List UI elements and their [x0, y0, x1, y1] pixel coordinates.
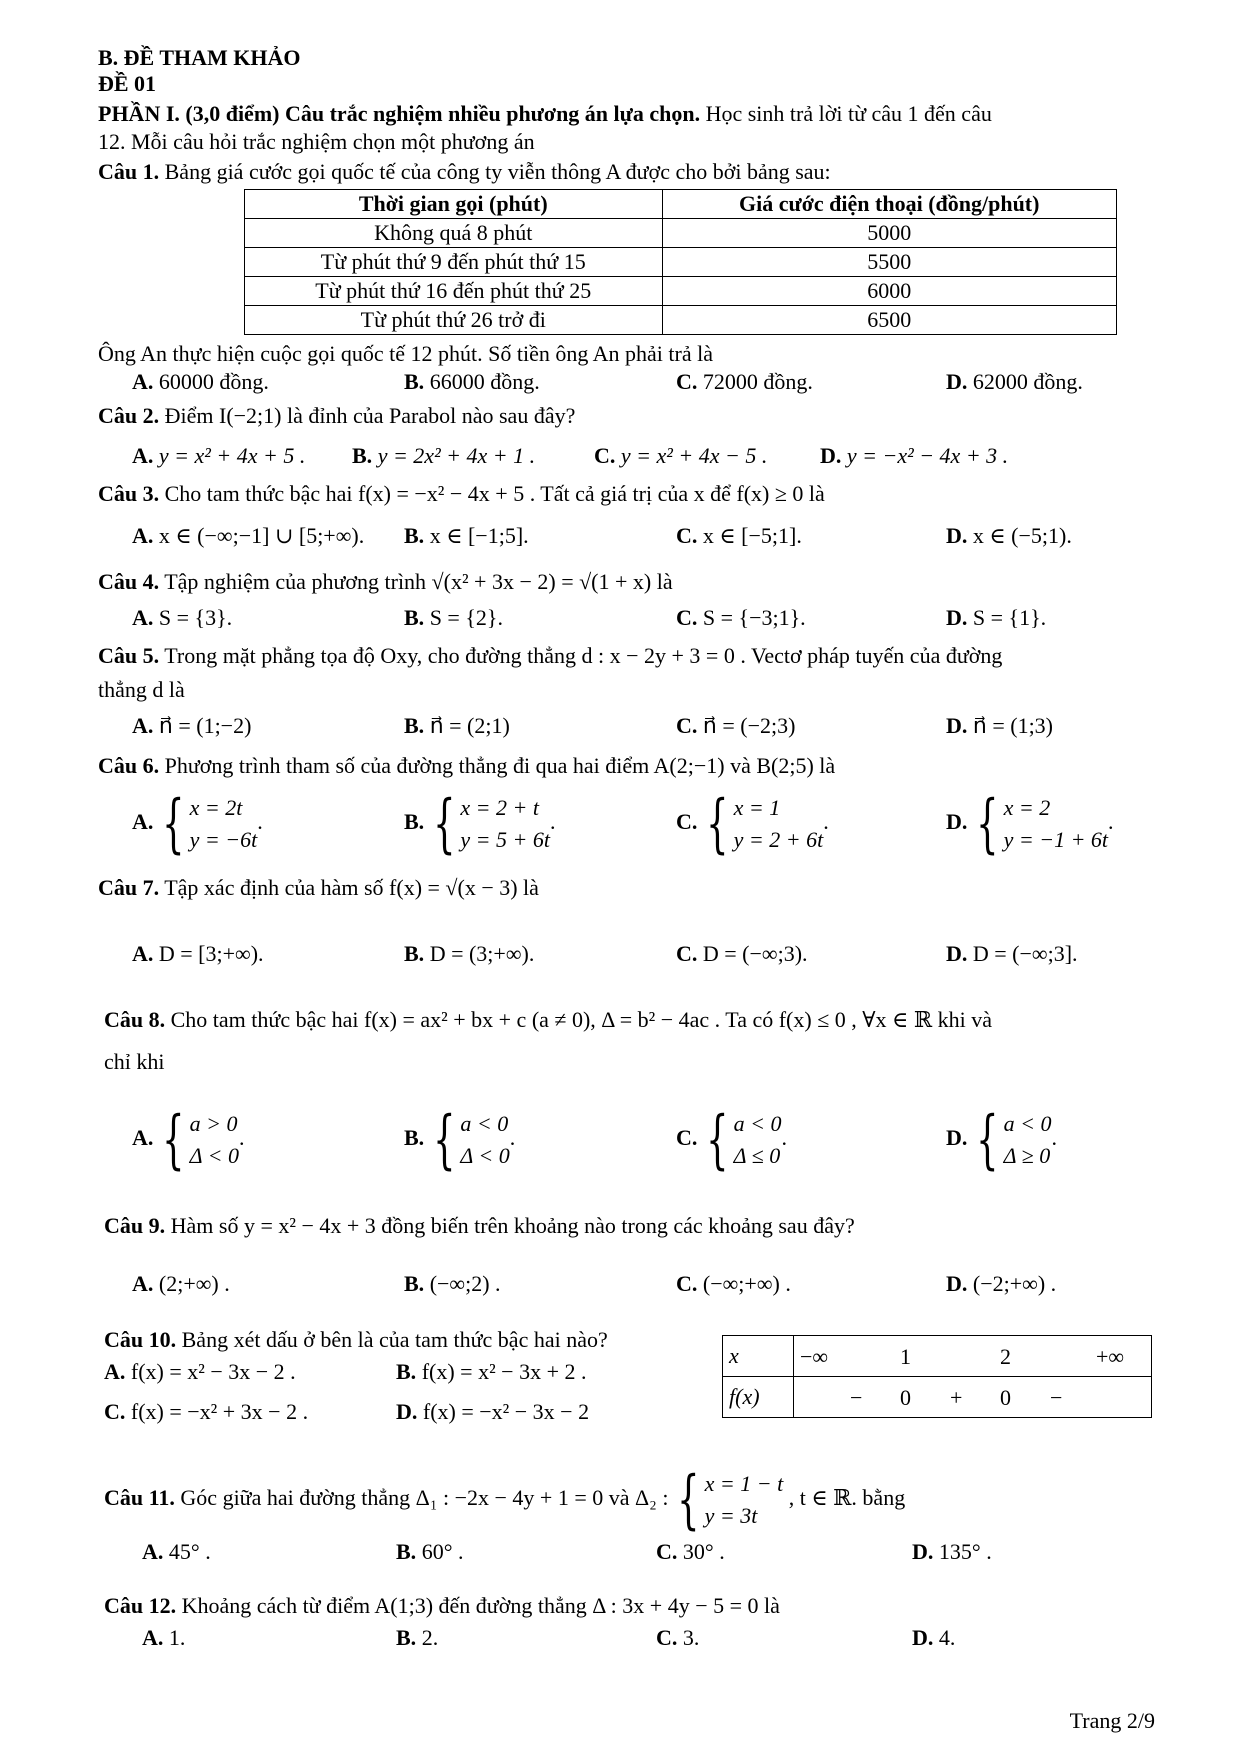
option-text: D = (−∞;3).: [702, 941, 808, 966]
equation-system: [703, 787, 824, 861]
rate-header-time: Thời gian gọi (phút): [245, 190, 663, 219]
option-label: C.: [676, 369, 698, 394]
brace-icon: {: [162, 1103, 185, 1177]
q5-option-a[interactable]: [132, 712, 251, 740]
option-text: (−∞;2) .: [429, 1271, 501, 1296]
rate-time: Từ phút thứ 9 đến phút thứ 15: [245, 248, 663, 277]
q5-option-c[interactable]: [676, 712, 795, 740]
option-label: A.: [142, 1625, 164, 1650]
q12-label: Câu 12.: [104, 1593, 177, 1618]
q8-stem: [104, 1006, 992, 1034]
option-label: C.: [676, 809, 698, 835]
q12-option-b[interactable]: [396, 1624, 438, 1652]
option-label: C.: [656, 1539, 678, 1564]
option-text: n⃗ = (2;1): [429, 713, 510, 738]
option-label: B.: [352, 443, 373, 468]
q10-option-d[interactable]: [396, 1398, 589, 1426]
table-row: [245, 248, 1117, 277]
q7-option-a[interactable]: [132, 940, 264, 968]
option-label: D.: [946, 941, 968, 966]
q7-option-c[interactable]: [676, 940, 808, 968]
rate-price: 5000: [662, 219, 1116, 248]
rate-time: Không quá 8 phút: [245, 219, 663, 248]
q3-option-c[interactable]: [676, 522, 802, 550]
q7-stem: [98, 874, 539, 902]
option-label: B.: [404, 809, 425, 835]
q8-label: Câu 8.: [104, 1007, 166, 1032]
sign-x-value: 2: [1000, 1344, 1011, 1369]
rate-time: Từ phút thứ 16 đến phút thứ 25: [245, 277, 663, 306]
option-text: x ∈ [−1;5].: [429, 523, 529, 548]
system-row: x = 2 + t: [460, 795, 539, 820]
rate-table: [244, 189, 1117, 335]
q12-option-a[interactable]: [142, 1624, 185, 1652]
rate-price: 5500: [662, 248, 1116, 277]
option-label: A.: [132, 523, 154, 548]
sign-value: 0: [900, 1385, 911, 1410]
q6-stem: [98, 752, 835, 780]
q7-text: Tập xác định của hàm số f(x) = √(x − 3) là: [159, 875, 539, 900]
option-label: A.: [142, 1539, 164, 1564]
option-label: A.: [132, 809, 154, 835]
option-text: D = [3;+∞).: [158, 941, 264, 966]
sign-value: 0: [1000, 1385, 1011, 1410]
brace-icon: {: [432, 787, 456, 861]
sign-x-value: −∞: [800, 1344, 829, 1369]
q10-label: Câu 10.: [104, 1327, 177, 1352]
option-text: (−2;+∞) .: [972, 1271, 1057, 1296]
q4-option-d[interactable]: [946, 604, 1046, 632]
option-label: D.: [946, 523, 968, 548]
q2-option-c[interactable]: [594, 442, 767, 470]
q1-question: Ông An thực hiện cuộc gọi quốc tế 12 phút. Số tiền ông An phải trả là: [98, 341, 713, 366]
q11-text-b: , t ∈ ℝ. bằng: [788, 1485, 906, 1511]
q9-option-c[interactable]: [676, 1270, 791, 1298]
option-label: D.: [946, 809, 968, 835]
option-text: y = −x² − 4x + 3 .: [846, 443, 1009, 468]
system-row: Δ < 0: [460, 1143, 510, 1168]
q1-option-c[interactable]: [676, 368, 813, 396]
sign-x-value: +∞: [1096, 1344, 1125, 1369]
option-text: 2.: [421, 1625, 439, 1650]
system-row: x = 1: [733, 795, 781, 820]
q3-text: Cho tam thức bậc hai f(x) = −x² − 4x + 5 . Tất cả giá trị của x để f(x) ≥ 0 là: [159, 481, 825, 506]
option-text: y = 2x² + 4x + 1 .: [377, 443, 536, 468]
q7-option-b[interactable]: [404, 940, 534, 968]
option-label: D.: [946, 1125, 968, 1151]
q2-option-b[interactable]: [352, 442, 535, 470]
sign-x-label: x: [723, 1336, 794, 1377]
q11-text-a: Góc giữa hai đường thẳng Δ₁ : −2x − 4y + 1 = 0 và Δ₂ :: [174, 1485, 669, 1511]
q2-option-d[interactable]: [820, 442, 1008, 470]
option-text: 3.: [682, 1625, 700, 1650]
option-label: C.: [676, 1271, 698, 1296]
option-label: A.: [132, 1271, 154, 1296]
option-label: D.: [820, 443, 842, 468]
option-text: D = (−∞;3].: [972, 941, 1078, 966]
q10-option-a[interactable]: [104, 1358, 296, 1386]
brace-icon: {: [976, 1103, 999, 1177]
system-row: x = 2: [1003, 795, 1051, 820]
system-row: a > 0: [189, 1111, 238, 1136]
system-row: x = 2t: [189, 795, 243, 820]
option-label: B.: [396, 1539, 417, 1564]
option-text: x ∈ (−5;1).: [972, 523, 1072, 548]
option-label: B.: [396, 1359, 417, 1384]
option-label: A.: [132, 713, 154, 738]
q1-option-b[interactable]: [404, 368, 540, 396]
option-text: y = x² + 4x − 5 .: [620, 443, 768, 468]
q11-option-a[interactable]: [142, 1538, 211, 1566]
q6-option-b[interactable]: B. { x = 2 + t y = 5 + 6t .: [404, 787, 556, 861]
q11-option-c[interactable]: [656, 1538, 725, 1566]
option-text: 30° .: [682, 1539, 725, 1564]
equation-system: [159, 1103, 239, 1177]
q12-option-d[interactable]: [912, 1624, 955, 1652]
q8-text: Cho tam thức bậc hai f(x) = ax² + bx + c (a ≠ 0), Δ = b² − 4ac . Ta có f(x) ≤ 0 , ∀x ∈ ℝ khi và: [165, 1007, 992, 1032]
sign-value: +: [950, 1385, 963, 1410]
q2-label: Câu 2.: [98, 403, 160, 428]
sign-table: [722, 1335, 1152, 1418]
exam-number: ĐỀ 01: [98, 71, 157, 96]
q6-option-d[interactable]: D. { x = 2 y = −1 + 6t .: [946, 787, 1114, 861]
sign-value: −: [850, 1385, 863, 1410]
system-row: Δ < 0: [189, 1143, 239, 1168]
option-text: x ∈ (−∞;−1] ∪ [5;+∞).: [158, 523, 365, 548]
option-label: D.: [946, 605, 968, 630]
option-text: n⃗ = (−2;3): [702, 713, 796, 738]
system-row: y = 3t: [704, 1503, 758, 1528]
q9-stem: [104, 1212, 855, 1240]
q4-text: Tập nghiệm của phương trình √(x² + 3x − 2) = √(1 + x) là: [159, 569, 673, 594]
option-text: (−∞;+∞) .: [702, 1271, 791, 1296]
q12-text: Khoảng cách từ điểm A(1;3) đến đường thẳng Δ : 3x + 4y − 5 = 0 là: [176, 1593, 780, 1618]
option-label: D.: [912, 1625, 934, 1650]
q9-option-b[interactable]: [404, 1270, 501, 1298]
option-label: B.: [404, 713, 425, 738]
option-label: A.: [104, 1359, 126, 1384]
q7-option-d[interactable]: [946, 940, 1078, 968]
option-text: D = (3;+∞).: [429, 941, 535, 966]
part1-title: PHẦN I. (3,0 điểm) Câu trắc nghiệm nhiều phương án lựa chọn.: [98, 101, 701, 126]
option-label: C.: [676, 605, 698, 630]
option-text: y = x² + 4x + 5 .: [158, 443, 306, 468]
sign-x-values: [794, 1336, 1152, 1377]
part1-intro: [98, 100, 992, 128]
option-label: B.: [404, 1125, 425, 1151]
q10-option-b[interactable]: [396, 1358, 586, 1386]
option-label: B.: [404, 523, 425, 548]
option-label: A.: [132, 443, 154, 468]
system-row: Δ ≥ 0: [1003, 1143, 1051, 1168]
q1-text: Bảng giá cước gọi quốc tế của công ty viễn thông A được cho bởi bảng sau:: [159, 159, 831, 184]
brace-icon: {: [976, 787, 999, 861]
option-text: S = {2}.: [429, 605, 503, 630]
part1-intro-b: 12. Mỗi câu hỏi trắc nghiệm chọn một phương án: [98, 129, 535, 154]
sign-f-values: [794, 1377, 1152, 1418]
q12-stem: [104, 1592, 780, 1620]
system-row: y = 5 + 6t: [460, 827, 550, 852]
q12-option-c[interactable]: [656, 1624, 699, 1652]
equation-system: [703, 1103, 782, 1177]
sign-table-x-row: [723, 1336, 1152, 1377]
sign-table-f-row: [723, 1377, 1152, 1418]
q9-option-a[interactable]: [132, 1270, 230, 1298]
system-row: a < 0: [1003, 1111, 1052, 1136]
q3-option-d[interactable]: [946, 522, 1072, 550]
q10-option-c[interactable]: [104, 1398, 308, 1426]
q3-option-b[interactable]: [404, 522, 529, 550]
system-row: y = 2 + 6t: [733, 827, 824, 852]
option-label: A.: [132, 369, 154, 394]
q1-option-d[interactable]: [946, 368, 1083, 396]
system-row: y = −1 + 6t: [1003, 827, 1109, 852]
option-label: B.: [404, 1271, 425, 1296]
option-text: S = {1}.: [972, 605, 1047, 630]
q5-label: Câu 5.: [98, 643, 160, 668]
q8-option-a[interactable]: A. { a > 0 Δ < 0 .: [132, 1103, 245, 1177]
q10-stem: [104, 1326, 608, 1354]
rate-price: 6000: [662, 277, 1116, 306]
q1-option-a[interactable]: [132, 368, 269, 396]
option-text: 135° .: [938, 1539, 992, 1564]
brace-icon: {: [162, 787, 185, 861]
section-title: B. ĐỀ THAM KHẢO: [98, 45, 301, 70]
option-label: A.: [132, 941, 154, 966]
q11-label: Câu 11.: [104, 1485, 175, 1511]
q8-stem-2: chỉ khi: [104, 1049, 165, 1074]
q9-text: Hàm số y = x² − 4x + 3 đồng biến trên khoảng nào trong các khoảng sau đây?: [165, 1213, 855, 1238]
system-row: a < 0: [460, 1111, 509, 1136]
option-text: n⃗ = (1;−2): [158, 713, 252, 738]
page-number: Trang 2/9: [1069, 1708, 1155, 1733]
q2-option-a[interactable]: [132, 442, 305, 470]
system-row: a < 0: [733, 1111, 782, 1136]
option-text: 60° .: [421, 1539, 464, 1564]
equation-system: [674, 1463, 784, 1537]
option-text: 60000 đồng.: [158, 369, 269, 394]
option-label: C.: [676, 523, 698, 548]
q5-text: Trong mặt phẳng tọa độ Oxy, cho đường thẳng d : x − 2y + 3 = 0 . Vectơ pháp tuyến của đường: [159, 643, 1003, 668]
option-label: B.: [396, 1625, 417, 1650]
option-text: 1.: [168, 1625, 186, 1650]
brace-icon: {: [677, 1463, 700, 1537]
sign-x-value: 1: [900, 1344, 911, 1369]
option-text: 72000 đồng.: [702, 369, 813, 394]
q9-option-d[interactable]: [946, 1270, 1056, 1298]
option-label: B.: [404, 605, 425, 630]
equation-system: [973, 787, 1109, 861]
equation-system: [973, 1103, 1052, 1177]
part1-intro-a: Học sinh trả lời từ câu 1 đến câu: [700, 101, 992, 126]
option-label: C.: [594, 443, 616, 468]
q5-option-b[interactable]: [404, 712, 510, 740]
option-text: (2;+∞) .: [158, 1271, 230, 1296]
sign-f-label: f(x): [723, 1377, 794, 1418]
q9-label: Câu 9.: [104, 1213, 166, 1238]
option-text: 66000 đồng.: [429, 369, 540, 394]
option-label: D.: [396, 1399, 418, 1424]
option-label: C.: [676, 1125, 698, 1151]
rate-price: 6500: [662, 306, 1116, 335]
option-label: B.: [404, 369, 425, 394]
q3-label: Câu 3.: [98, 481, 160, 506]
option-text: x ∈ [−5;1].: [702, 523, 802, 548]
q6-option-a[interactable]: A. { x = 2t y = −6t .: [132, 787, 263, 861]
option-text: S = {3}.: [158, 605, 233, 630]
option-label: C.: [656, 1625, 678, 1650]
q5-stem: [98, 642, 1002, 670]
brace-icon: {: [432, 1103, 456, 1177]
q8-option-d[interactable]: D. { a < 0 Δ ≥ 0 .: [946, 1103, 1057, 1177]
equation-system: [430, 1103, 510, 1177]
system-row: Δ ≤ 0: [733, 1143, 781, 1168]
q5-stem-2: thẳng d là: [98, 677, 185, 702]
equation-system: [430, 787, 550, 861]
sign-value: −: [1050, 1385, 1063, 1410]
option-label: D.: [946, 369, 968, 394]
rate-table-header: [245, 190, 1117, 219]
option-label: D.: [946, 713, 968, 738]
option-label: B.: [404, 941, 425, 966]
option-text: S = {−3;1}.: [702, 605, 806, 630]
q7-label: Câu 7.: [98, 875, 160, 900]
q4-option-c[interactable]: [676, 604, 806, 632]
q11-stem: [104, 1463, 906, 1537]
option-text: 45° .: [168, 1539, 211, 1564]
q4-option-b[interactable]: [404, 604, 503, 632]
q8-option-c[interactable]: C. { a < 0 Δ ≤ 0 .: [676, 1103, 787, 1177]
q3-stem: [98, 480, 825, 508]
table-row: [245, 306, 1117, 335]
q2-stem: [98, 402, 575, 430]
system-row: x = 1 − t: [704, 1471, 784, 1496]
equation-system: [159, 787, 258, 861]
q2-text: Điểm I(−2;1) là đỉnh của Parabol nào sau đây?: [159, 403, 576, 428]
option-label: D.: [946, 1271, 968, 1296]
option-label: C.: [104, 1399, 126, 1424]
brace-icon: {: [706, 787, 729, 861]
option-text: n⃗ = (1;3): [972, 713, 1054, 738]
option-text: f(x) = −x² − 3x − 2: [422, 1399, 590, 1424]
option-text: 4.: [938, 1625, 956, 1650]
option-label: C.: [676, 941, 698, 966]
option-label: A.: [132, 1125, 154, 1151]
q1-label: Câu 1.: [98, 159, 160, 184]
table-row: [245, 219, 1117, 248]
q3-option-a[interactable]: [132, 522, 364, 550]
q10-text: Bảng xét dấu ở bên là của tam thức bậc hai nào?: [176, 1327, 608, 1352]
option-label: A.: [132, 605, 154, 630]
option-text: f(x) = x² − 3x + 2 .: [421, 1359, 587, 1384]
q5-option-d[interactable]: [946, 712, 1053, 740]
option-text: f(x) = x² − 3x − 2 .: [130, 1359, 296, 1384]
brace-icon: {: [706, 1103, 729, 1177]
q4-option-a[interactable]: [132, 604, 232, 632]
option-label: C.: [676, 713, 698, 738]
table-row: [245, 277, 1117, 306]
q8-option-b[interactable]: B. { a < 0 Δ < 0 .: [404, 1103, 516, 1177]
q6-label: Câu 6.: [98, 753, 160, 778]
q4-label: Câu 4.: [98, 569, 160, 594]
rate-header-price: Giá cước điện thoại (đồng/phút): [662, 190, 1116, 219]
q4-stem: [98, 568, 673, 596]
option-label: D.: [912, 1539, 934, 1564]
q6-option-c[interactable]: C. { x = 1 y = 2 + 6t .: [676, 787, 829, 861]
q11-option-d[interactable]: [912, 1538, 992, 1566]
q11-option-b[interactable]: [396, 1538, 464, 1566]
rate-time: Từ phút thứ 26 trở đi: [245, 306, 663, 335]
q1-stem: [98, 158, 831, 186]
q6-text: Phương trình tham số của đường thẳng đi qua hai điểm A(2;−1) và B(2;5) là: [159, 753, 836, 778]
option-text: f(x) = −x² + 3x − 2 .: [130, 1399, 309, 1424]
system-row: y = −6t: [189, 827, 258, 852]
option-text: 62000 đồng.: [972, 369, 1083, 394]
